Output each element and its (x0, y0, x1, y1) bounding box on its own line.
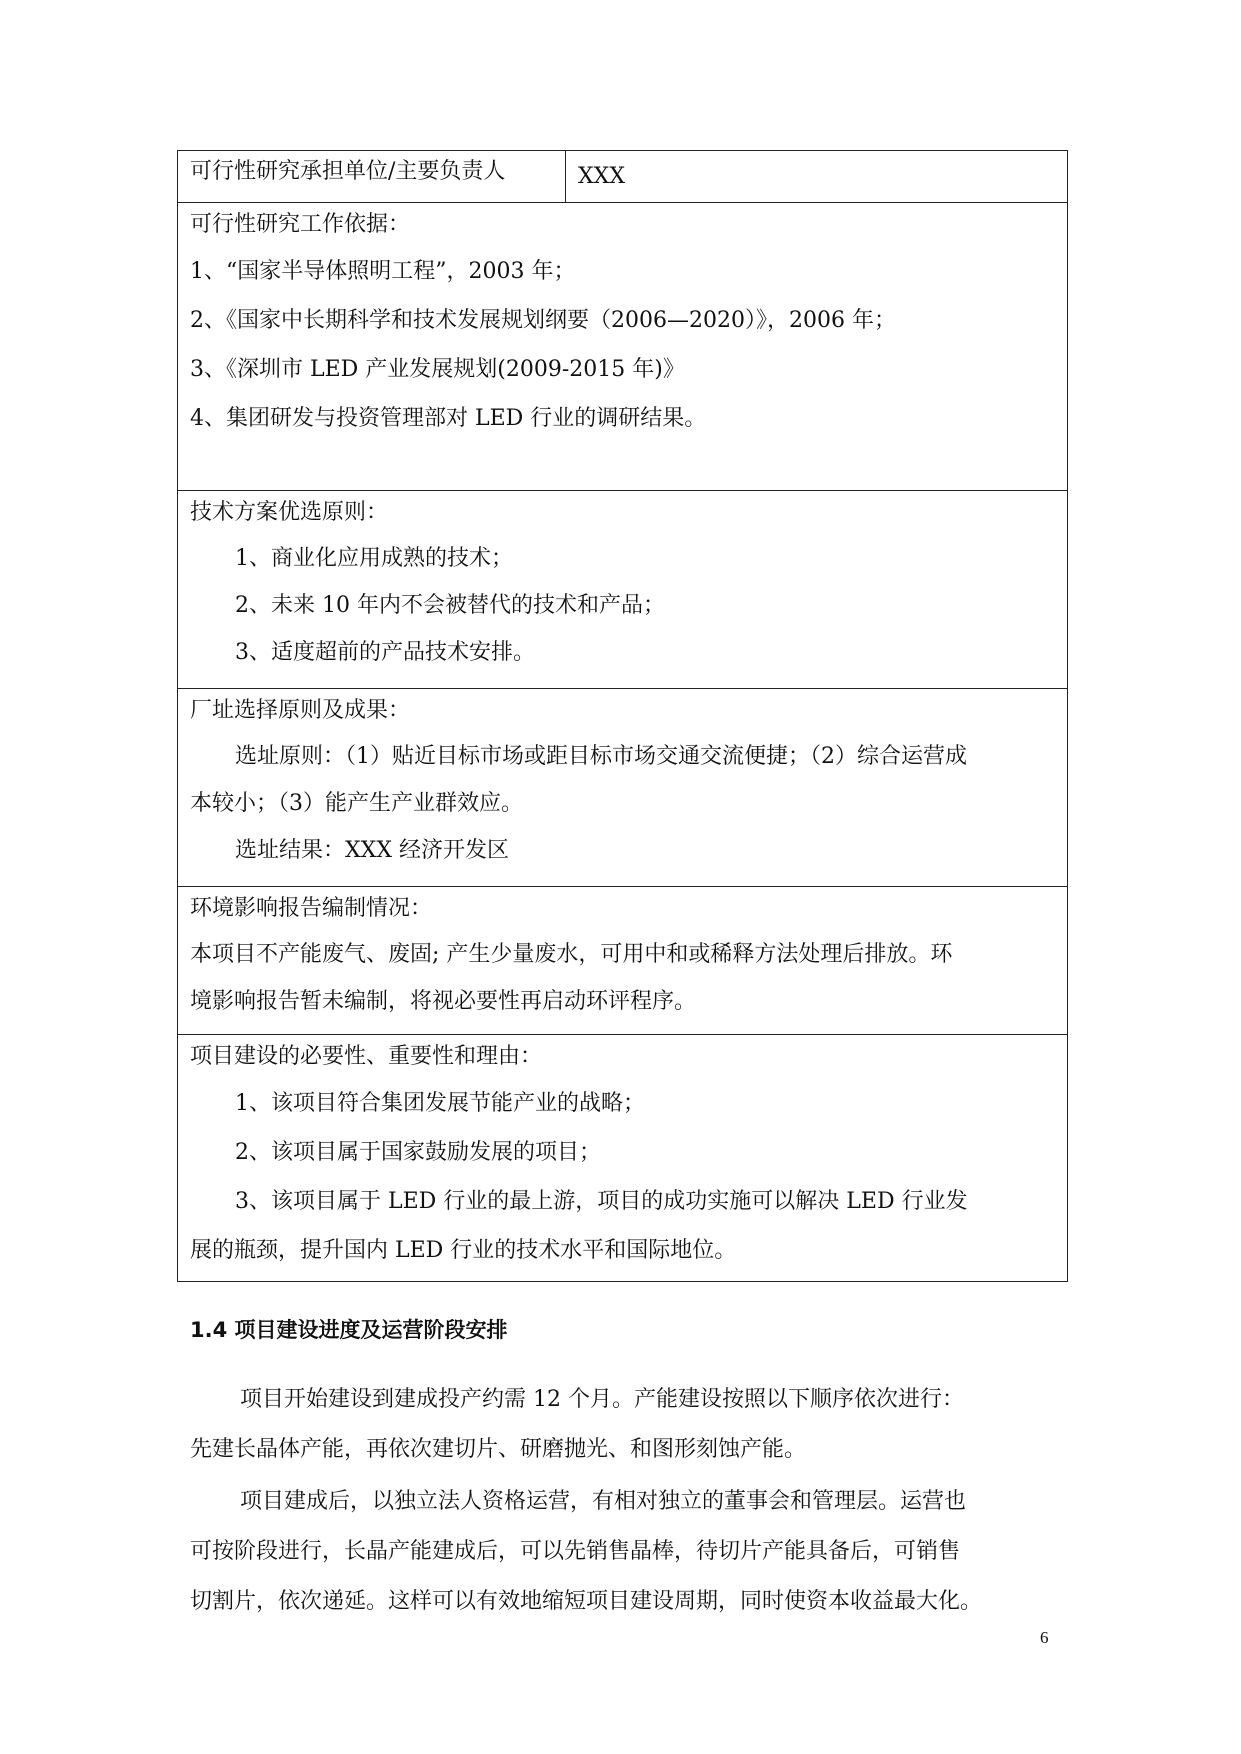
env-heading: 环境影响报告编制情况： (190, 896, 433, 921)
paragraph-line: 可按阶段进行，长晶产能建成后，可以先销售晶棒，待切片产能具备后，可销售 (190, 1539, 961, 1564)
env-text: 本项目不产能废气、废固; 产生少量废水，可用中和或稀释方法处理后排放。环 (190, 942, 953, 967)
necessity-item: 1、该项目符合集团发展节能产业的战略； (235, 1091, 645, 1116)
paragraph-schedule (190, 1375, 1062, 1475)
site-result: 选址结果：XXX 经济开发区 (235, 838, 509, 863)
necessity-heading: 项目建设的必要性、重要性和理由： (190, 1044, 543, 1069)
site-heading: 厂址选择原则及成果： (190, 698, 411, 723)
necessity-item: 2、该项目属于国家鼓励发展的项目； (235, 1140, 601, 1165)
project-info-table (177, 150, 1068, 1282)
basis-item: 1、“国家半导体照明工程”，2003 年； (190, 259, 576, 284)
paragraph-operation (190, 1477, 1062, 1627)
site-principle-cont: 本较小；（3）能产生产业群效应。 (190, 791, 523, 816)
env-text-cont: 境影响报告暂未编制，将视必要性再启动环评程序。 (190, 989, 697, 1014)
table-row-env (178, 886, 1067, 1034)
responsible-value: XXX (578, 164, 625, 189)
tech-item: 1、商业化应用成熟的技术； (235, 546, 513, 571)
necessity-item-cont: 展的瓶颈，提升国内 LED 行业的技术水平和国际地位。 (190, 1238, 737, 1263)
tech-heading: 技术方案优选原则： (190, 500, 389, 525)
paragraph-line: 先建长晶体产能，再依次建切片、研磨抛光、和图形刻蚀产能。 (190, 1437, 807, 1462)
site-principle: 选址原则：（1）贴近目标市场或距目标市场交通交流便捷；（2）综合运营成 (235, 744, 967, 769)
paragraph-line: 项目建成后，以独立法人资格运营，有相对独立的董事会和管理层。运营也 (240, 1489, 967, 1514)
table-row-tech (178, 490, 1067, 688)
table-row-basis (178, 202, 1067, 490)
basis-item: 4、集团研发与投资管理部对 LED 行业的调研结果。 (190, 406, 707, 431)
table-row-site (178, 688, 1067, 886)
page-number: 6 (1040, 1628, 1049, 1647)
tech-item: 2、未来 10 年内不会被替代的技术和产品； (235, 593, 665, 618)
necessity-item: 3、该项目属于 LED 行业的最上游，项目的成功实施可以解决 LED 行业发 (235, 1189, 968, 1214)
responsible-label: 可行性研究承担单位/主要负责人 (178, 151, 566, 202)
table-row-necessity (178, 1034, 1067, 1281)
tech-item: 3、适度超前的产品技术安排。 (235, 640, 535, 665)
basis-item: 2、《国家中长期科学和技术发展规划纲要（2006—2020）》，2006 年； (190, 308, 896, 333)
paragraph-line: 项目开始建设到建成投产约需 12 个月。产能建设按照以下顺序依次进行： (240, 1387, 964, 1412)
paragraph-line: 切割片，依次递延。这样可以有效地缩短项目建设周期，同时使资本收益最大化。 (190, 1589, 983, 1614)
basis-heading: 可行性研究工作依据： (190, 212, 411, 237)
section-heading: 1.4 项目建设进度及运营阶段安排 (190, 1318, 508, 1342)
table-row-responsible (178, 151, 1067, 202)
basis-item: 3、《深圳市 LED 产业发展规划(2009-2015 年)》 (190, 357, 685, 382)
